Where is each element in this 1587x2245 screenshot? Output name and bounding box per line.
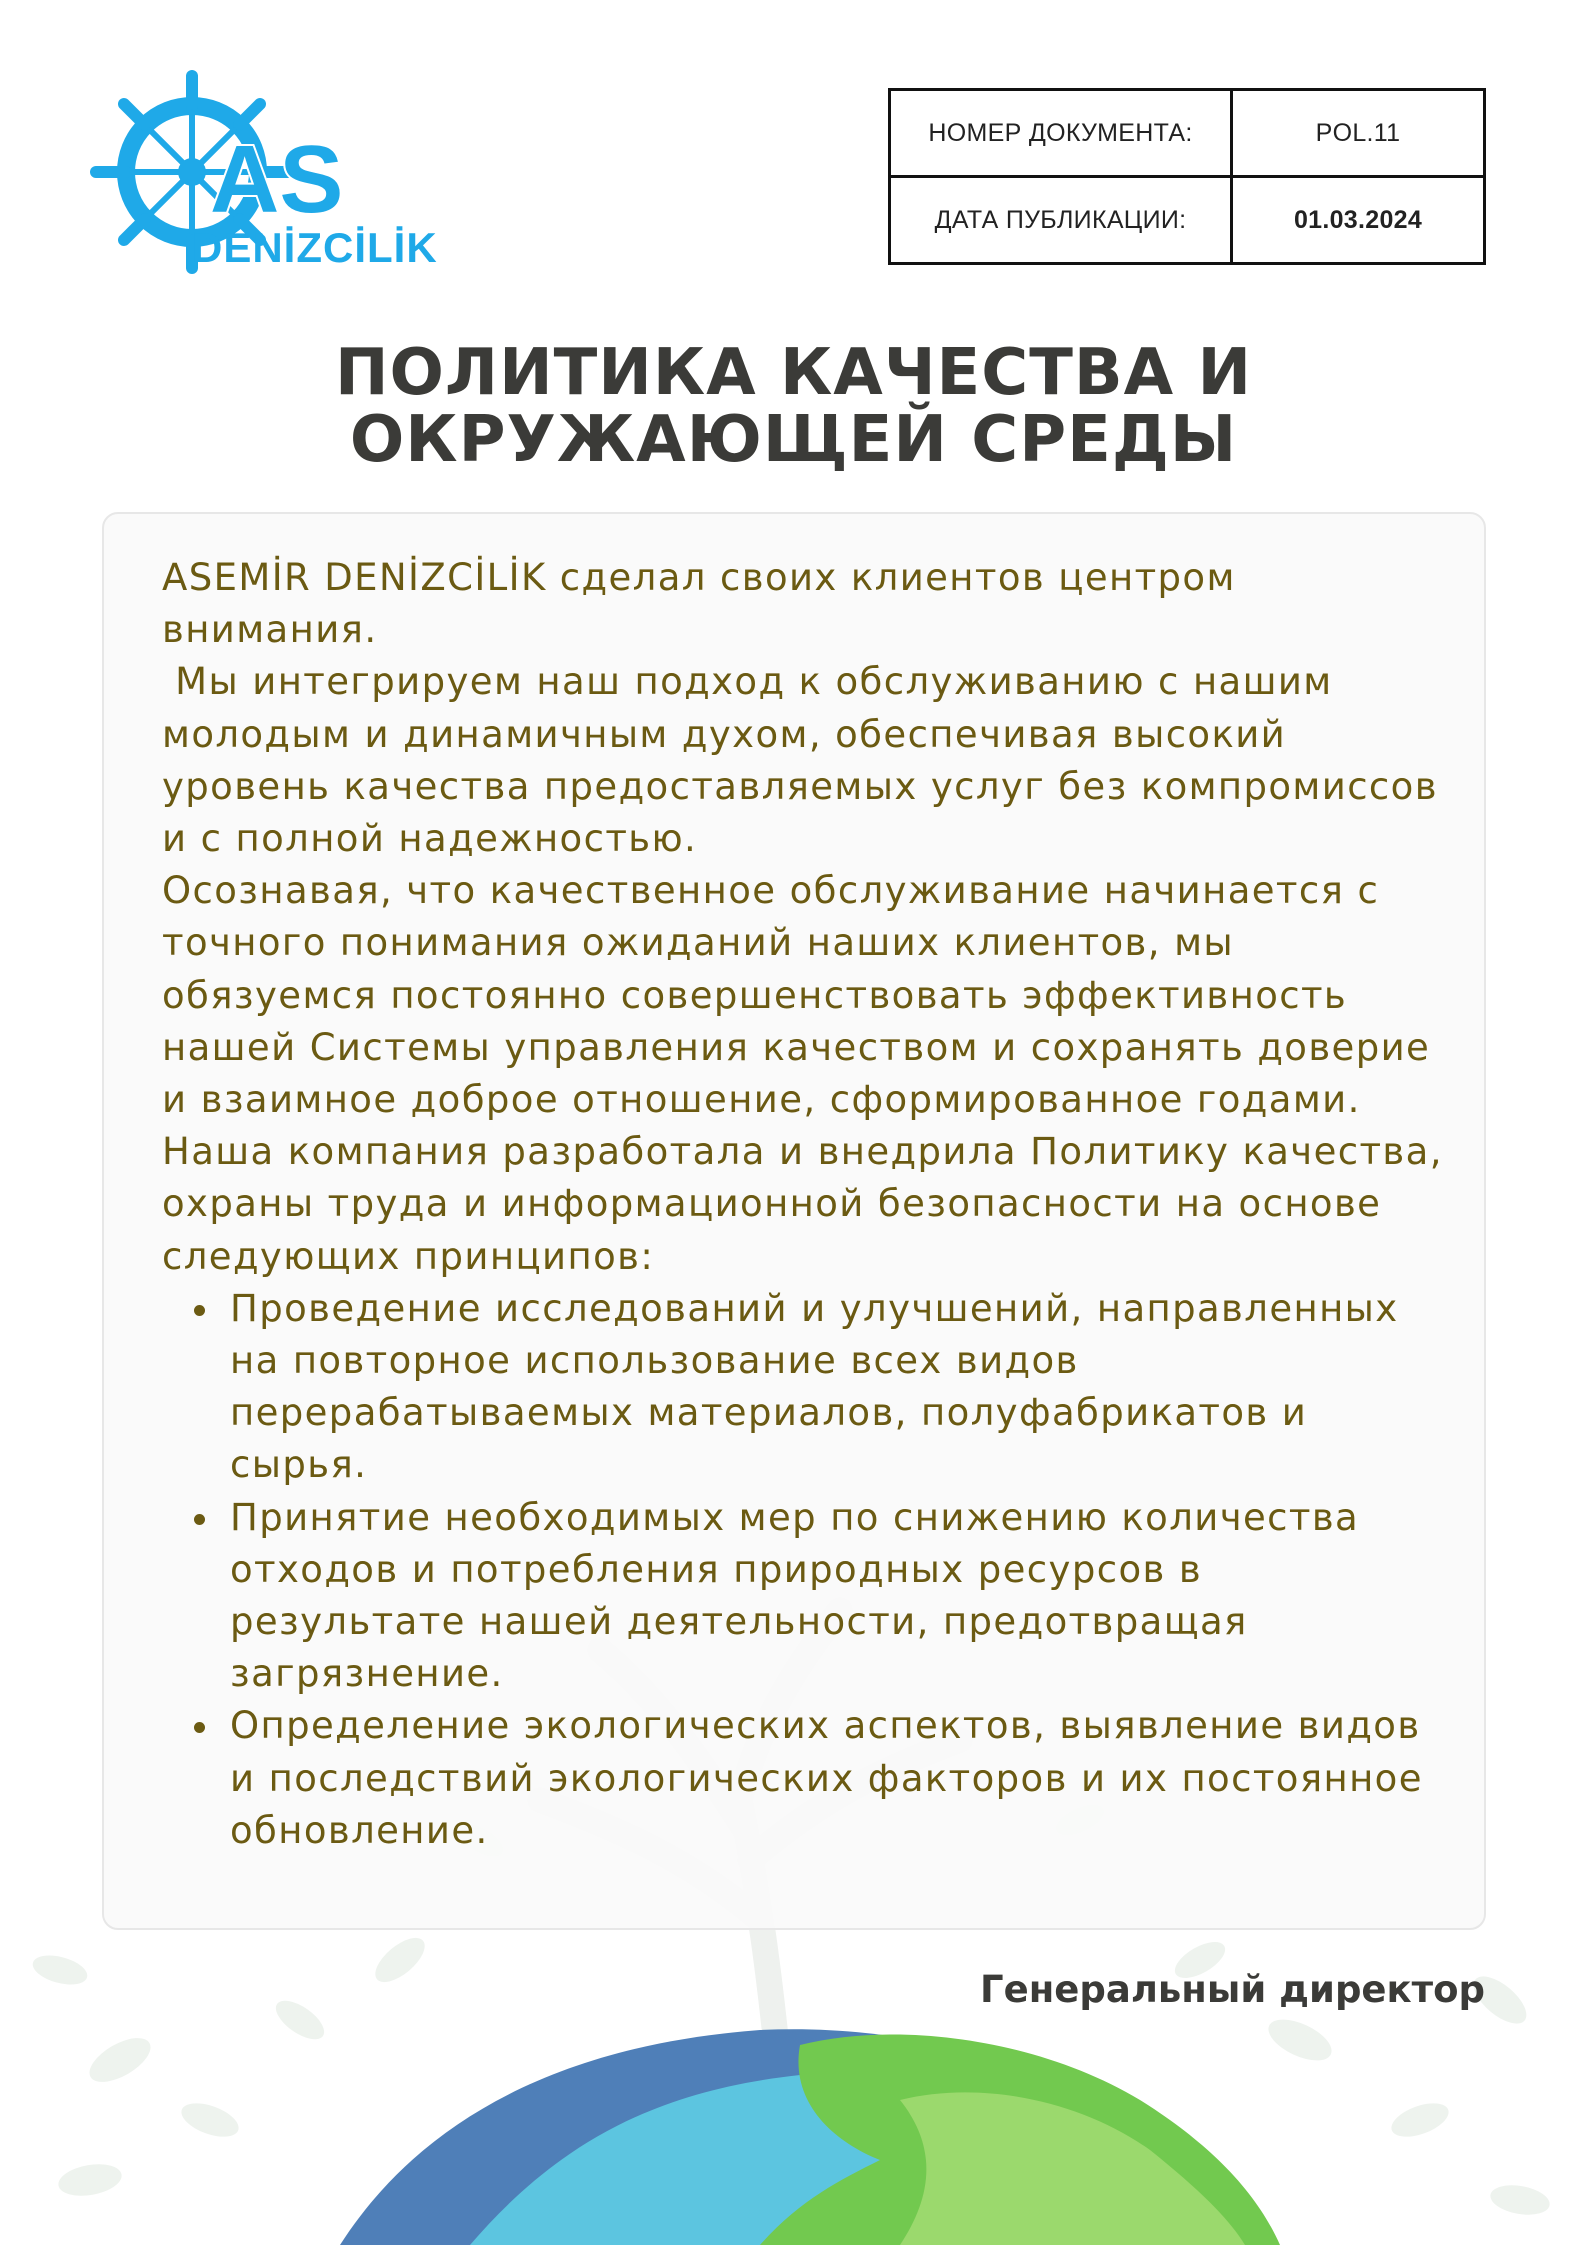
- principles-list: [162, 1283, 1444, 1857]
- doc-number-row: [890, 90, 1485, 177]
- title-line-1: ПОЛИТИКА КАЧЕСТВА И: [334, 336, 1253, 410]
- pub-date-label: ДАТА ПУБЛИКАЦИИ:: [890, 177, 1232, 264]
- page-title: [0, 336, 1587, 477]
- globe-icon: [340, 2029, 1280, 2245]
- list-item: Определение экологических аспектов, выявление видов и последствий экологических факторов и их постоянное обновление.: [230, 1700, 1444, 1857]
- doc-number-label: НОМЕР ДОКУМЕНТА:: [890, 90, 1232, 177]
- company-logo: [92, 72, 438, 272]
- pub-date-row: [890, 177, 1485, 264]
- paragraph-commitment: Осознавая, что качественное обслуживание начинается с точного понимания ожиданий наших клиентов, мы обязуемся постоянно совершенствовать эффективность нашей Системы управления качеством и сохранять доверие и взаимное доброе отношение, сформированное годами.: [162, 869, 1431, 1122]
- document-meta-table: [888, 88, 1486, 265]
- pub-date-value: 01.03.2024: [1232, 177, 1485, 264]
- list-item: Проведение исследований и улучшений, направленных на повторное использование всех видов перерабатываемых материалов, полуфабрикатов и сырья.: [230, 1283, 1444, 1492]
- signature-title: Генеральный директор: [980, 1968, 1485, 2011]
- title-line-2: ОКРУЖАЮЩЕЙ СРЕДЫ: [349, 402, 1238, 477]
- doc-number-value: POL.11: [1232, 90, 1485, 177]
- paragraph-approach: Мы интегрируем наш подход к обслуживанию с нашим молодым и динамичным духом, обеспечивая высокий уровень качества предоставляемых услуг без компромиссов и с полной надежностью.: [162, 660, 1452, 861]
- ship-wheel-logo-icon: [92, 72, 438, 272]
- paragraph-principles-intro: Наша компания разработала и внедрила Политику качества, охраны труда и информационной безопасности на основе следующих принципов:: [162, 1130, 1443, 1278]
- policy-content-card: [102, 512, 1486, 1930]
- paragraph-intro: ASEMİR DENİZCİLİK сделал своих клиентов центром внимания.: [162, 556, 1236, 652]
- logo-brand-letters: AS: [210, 126, 344, 233]
- logo-brand-name: DENİZCİLİK: [192, 224, 438, 271]
- list-item: Принятие необходимых мер по снижению количества отходов и потребления природных ресурсов в результате нашей деятельности, предотвращая загрязнение.: [230, 1492, 1444, 1701]
